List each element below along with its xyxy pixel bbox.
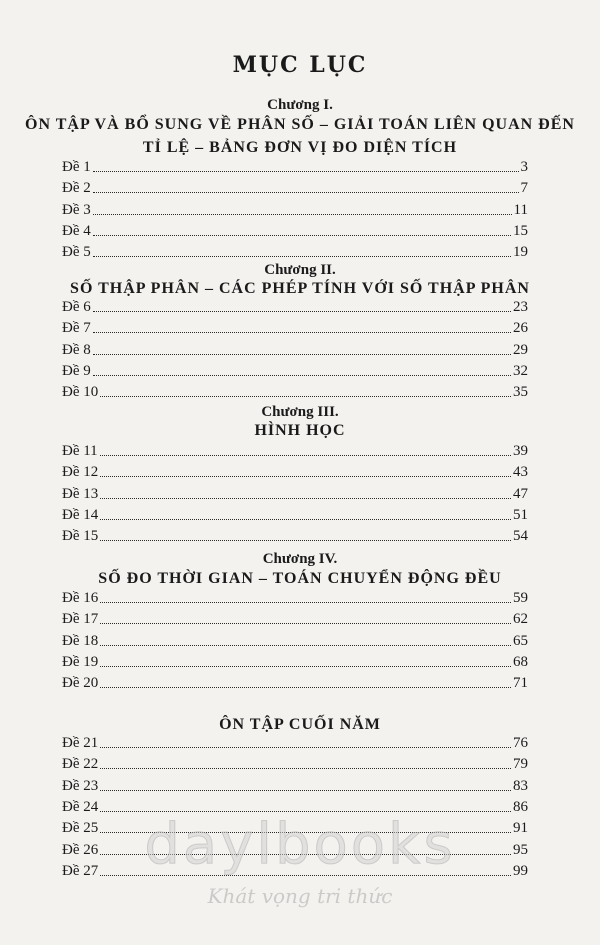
entry-page-number: 29	[513, 341, 528, 358]
entry-label: Đề 22	[62, 756, 99, 773]
entry-label: Đề 25	[62, 820, 99, 837]
entry-page-number: 15	[513, 222, 528, 239]
entry-page-number: 47	[513, 485, 528, 502]
entry-page-number: 39	[513, 443, 528, 459]
entry-page-number: 11	[513, 201, 528, 218]
dot-leader	[93, 353, 511, 355]
chapter-2-title: SỐ THẬP PHÂN – CÁC PHÉP TÍNH VỚI SỐ THẬP PHÂN	[70, 280, 530, 297]
entry-page-number: 68	[513, 653, 528, 670]
chapter-3-entry	[62, 463, 528, 481]
entry-page-number: 91	[513, 820, 528, 837]
entry-label: Đề 2	[62, 180, 91, 197]
entry-page-number: 71	[513, 675, 528, 692]
dot-leader	[100, 644, 511, 646]
dot-leader	[100, 475, 511, 477]
entry-label: Đề 1	[62, 159, 91, 175]
dot-leader	[100, 454, 511, 456]
dot-leader	[100, 497, 511, 499]
entry-label: Đề 15	[62, 528, 99, 545]
chapter-4-entry	[62, 674, 528, 692]
entry-label: Đề 13	[62, 485, 99, 502]
dot-leader	[100, 767, 511, 769]
chapter-1-title-line-1: ÔN TẬP VÀ BỔ SUNG VỀ PHÂN SỐ – GIẢI TOÁN LIÊN QUAN ĐẾN	[25, 116, 575, 133]
entry-page-number: 86	[513, 798, 528, 815]
entry-label: Đề 12	[62, 464, 99, 481]
entry-page-number: 3	[520, 159, 528, 175]
chapter-4-entry	[62, 589, 528, 607]
entry-page-number: 99	[513, 862, 528, 879]
entry-label: Đề 9	[62, 362, 91, 379]
review-entry	[62, 755, 528, 773]
chapter-2-entry	[62, 319, 528, 337]
dot-leader	[100, 518, 511, 520]
chapter-2-entry	[62, 362, 528, 380]
dot-leader	[93, 255, 511, 257]
entry-label: Đề 26	[62, 841, 99, 858]
entry-label: Đề 24	[62, 798, 99, 815]
chapter-3-title: HÌNH HỌC	[254, 422, 346, 439]
chapter-1-entry	[62, 243, 528, 261]
chapter-4-entry	[62, 653, 528, 671]
entry-label: Đề 19	[62, 653, 99, 670]
chapter-3-entry	[62, 442, 528, 460]
entry-page-number: 23	[513, 299, 528, 315]
dot-leader	[100, 395, 511, 397]
dot-leader	[93, 170, 519, 172]
entry-label: Đề 20	[62, 675, 99, 692]
entry-label: Đề 23	[62, 777, 99, 794]
chapter-1-entry	[62, 222, 528, 240]
entry-label: Đề 6	[62, 299, 91, 315]
page-title: MỤC LỤC	[232, 52, 368, 78]
dot-leader	[100, 665, 511, 667]
entry-page-number: 32	[513, 362, 528, 379]
entry-label: Đề 7	[62, 320, 91, 337]
entry-label: Đề 5	[62, 244, 91, 261]
chapter-1-title-line-2: TỈ LỆ – BẢNG ĐƠN VỊ ĐO DIỆN TÍCH	[142, 139, 458, 156]
dot-leader	[100, 539, 511, 541]
dot-leader	[93, 310, 511, 312]
dot-leader	[100, 601, 511, 603]
entry-page-number: 76	[513, 735, 528, 751]
entry-page-number: 43	[513, 464, 528, 481]
dot-leader	[93, 234, 511, 236]
chapter-3-number: Chương III.	[261, 404, 339, 420]
entry-page-number: 79	[513, 756, 528, 773]
dot-leader	[93, 191, 519, 193]
entry-label: Đề 8	[62, 341, 91, 358]
chapter-2-entry	[62, 298, 528, 316]
entry-page-number: 7	[520, 180, 528, 197]
entry-label: Đề 4	[62, 222, 91, 239]
chapter-3-entry	[62, 506, 528, 524]
chapter-3-entry	[62, 485, 528, 503]
entry-label: Đề 16	[62, 590, 99, 606]
chapter-1-entry	[62, 201, 528, 219]
entry-label: Đề 27	[62, 862, 99, 879]
review-title: ÔN TẬP CUỐI NĂM	[219, 716, 381, 733]
review-entry	[62, 777, 528, 795]
entry-label: Đề 21	[62, 735, 99, 751]
entry-label: Đề 18	[62, 632, 99, 649]
chapter-4-number: Chương IV.	[262, 551, 338, 567]
dot-leader	[100, 686, 511, 688]
entry-page-number: 62	[513, 611, 528, 628]
entry-page-number: 59	[513, 590, 528, 606]
entry-page-number: 51	[513, 506, 528, 523]
entry-page-number: 83	[513, 777, 528, 794]
dot-leader	[100, 746, 511, 748]
chapter-2-entry	[62, 341, 528, 359]
entry-label: Đề 11	[62, 443, 98, 459]
entry-page-number: 35	[513, 384, 528, 401]
dot-leader	[93, 331, 511, 333]
entry-label: Đề 3	[62, 201, 91, 218]
dot-leader	[100, 789, 511, 791]
entry-page-number: 95	[513, 841, 528, 858]
entry-page-number: 19	[513, 244, 528, 261]
dot-leader	[93, 374, 511, 376]
entry-label: Đề 10	[62, 384, 99, 401]
chapter-4-entry	[62, 610, 528, 628]
chapter-4-entry	[62, 632, 528, 650]
watermark-logo: daylbooks	[144, 812, 456, 877]
entry-page-number: 65	[513, 632, 528, 649]
dot-leader	[93, 213, 512, 215]
chapter-1-number: Chương I.	[267, 97, 333, 113]
review-entry	[62, 734, 528, 752]
entry-label: Đề 17	[62, 611, 99, 628]
chapter-3-entry	[62, 527, 528, 545]
chapter-2-entry	[62, 383, 528, 401]
dot-leader	[100, 622, 511, 624]
chapter-2-number: Chương II.	[264, 262, 336, 278]
chapter-4-title: SỐ ĐO THỜI GIAN – TOÁN CHUYỂN ĐỘNG ĐỀU	[98, 570, 502, 587]
entry-page-number: 54	[513, 528, 528, 545]
entry-page-number: 26	[513, 320, 528, 337]
entry-label: Đề 14	[62, 506, 99, 523]
watermark-tagline: Khát vọng tri thức	[207, 884, 393, 908]
chapter-1-entry	[62, 158, 528, 176]
chapter-1-entry	[62, 179, 528, 197]
